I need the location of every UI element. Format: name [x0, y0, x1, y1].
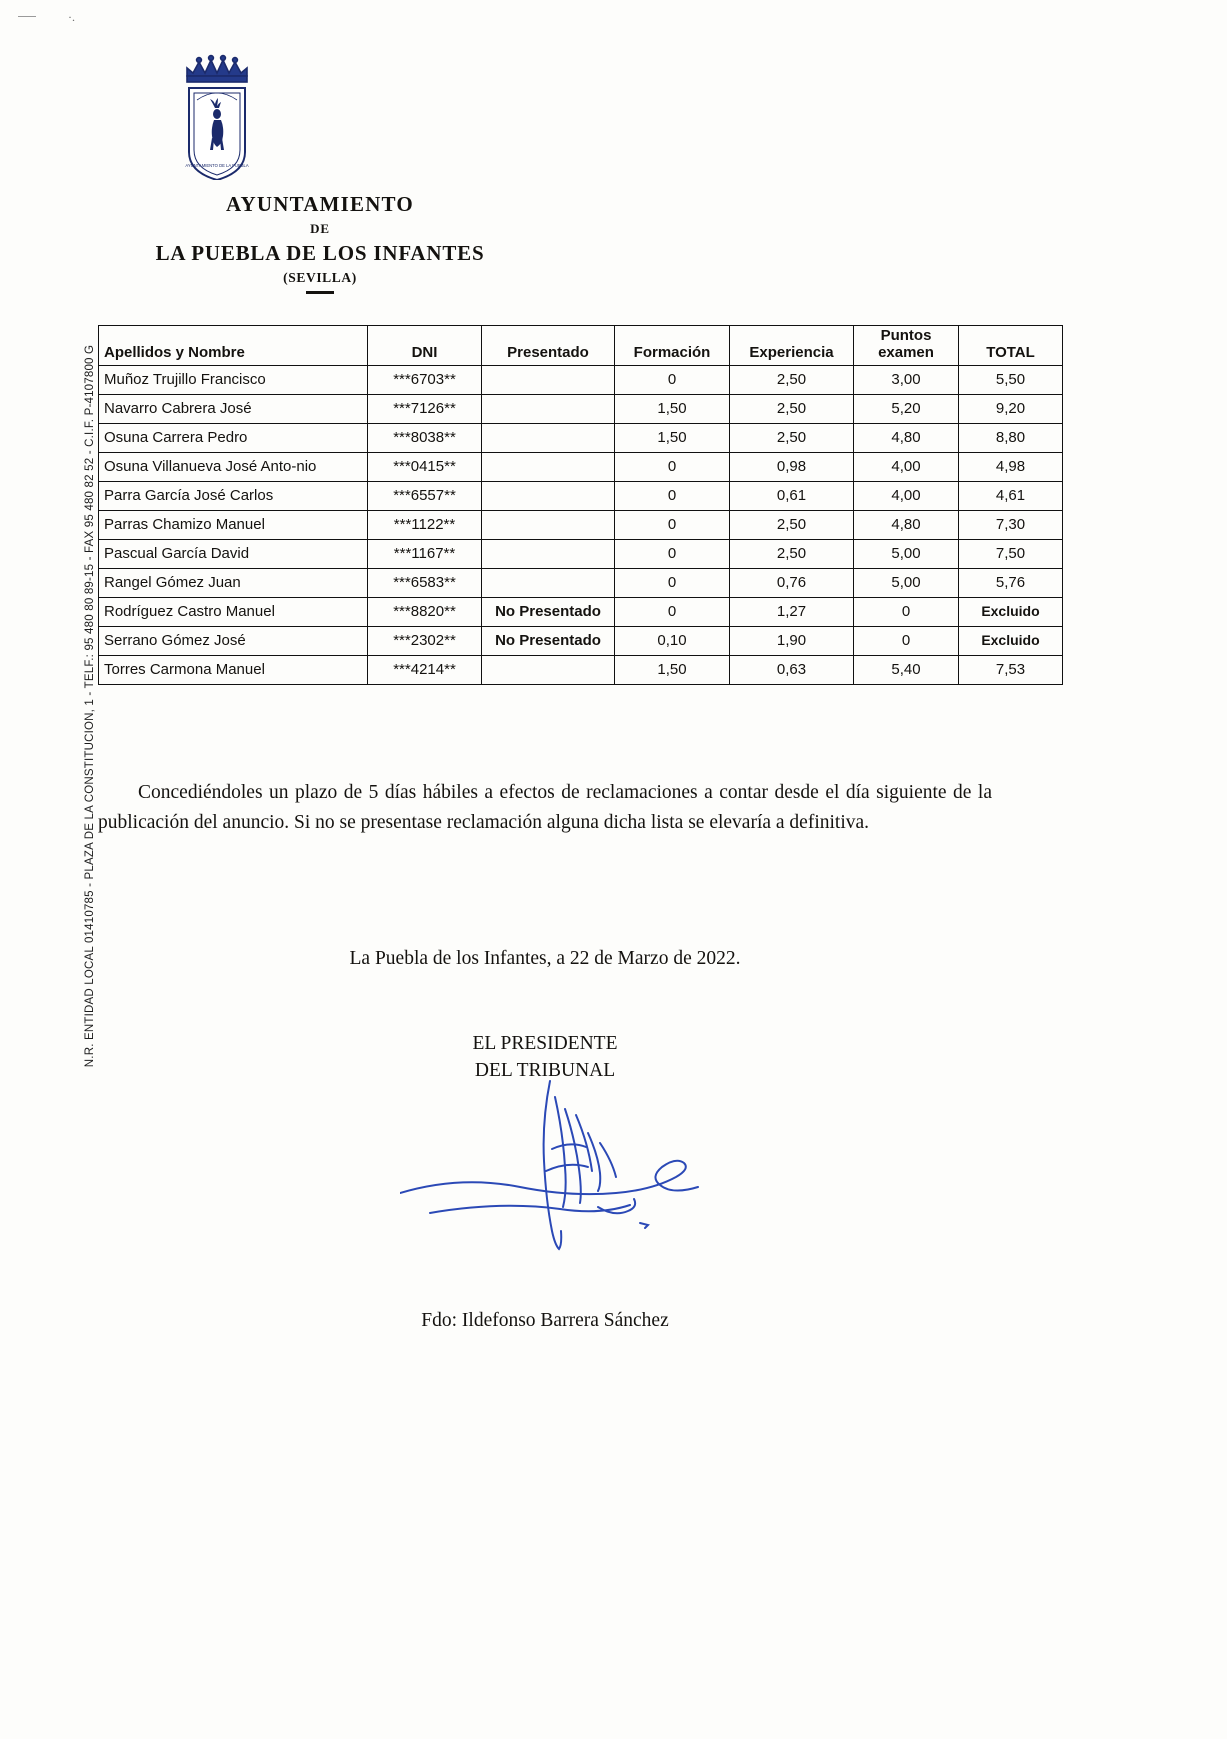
cell-presentado [482, 655, 615, 684]
scan-corner-mark: ·. [68, 10, 75, 24]
cell-formacion: 1,50 [615, 655, 730, 684]
cell-total: 4,98 [959, 452, 1063, 481]
cell-formacion: 1,50 [615, 423, 730, 452]
cell-experiencia: 0,63 [730, 655, 854, 684]
results-table [98, 325, 1063, 685]
handwritten-signature [400, 1075, 740, 1255]
cell-experiencia: 2,50 [730, 394, 854, 423]
cell-presentado: No Presentado [482, 626, 615, 655]
cell-nombre: Navarro Cabrera José [99, 394, 368, 423]
cell-total: 4,61 [959, 481, 1063, 510]
cell-presentado [482, 423, 615, 452]
cell-dni: ***1167** [368, 539, 482, 568]
cell-experiencia: 0,98 [730, 452, 854, 481]
notice-paragraph: Concediéndoles un plazo de 5 días hábiles a efectos de reclamaciones a contar desde el día siguiente de la publicación del anuncio. Si no se presentase reclamación alguna dicha lista se elevaría a definitiva. [98, 782, 992, 834]
cell-formacion: 1,50 [615, 394, 730, 423]
cell-experiencia: 2,50 [730, 510, 854, 539]
cell-puntos-examen: 4,00 [854, 452, 959, 481]
table-row [99, 539, 1063, 568]
column-header-dni: DNI [368, 326, 482, 366]
header-line-ayuntamiento: AYUNTAMIENTO [226, 192, 414, 216]
cell-puntos-examen: 4,00 [854, 481, 959, 510]
cell-formacion: 0 [615, 510, 730, 539]
cell-experiencia: 0,76 [730, 568, 854, 597]
cell-dni: ***4214** [368, 655, 482, 684]
cell-nombre: Rodríguez Castro Manuel [99, 597, 368, 626]
cell-formacion: 0 [615, 597, 730, 626]
cell-nombre: Muñoz Trujillo Francisco [99, 365, 368, 394]
cell-total: 7,53 [959, 655, 1063, 684]
cell-nombre: Pascual García David [99, 539, 368, 568]
column-header-puntos-line1: Puntos [880, 327, 932, 344]
cell-experiencia: 2,50 [730, 539, 854, 568]
cell-puntos-examen: 5,40 [854, 655, 959, 684]
table-row [99, 452, 1063, 481]
column-header-nombre: Apellidos y Nombre [99, 326, 368, 366]
cell-experiencia: 1,90 [730, 626, 854, 655]
cell-dni: ***6583** [368, 568, 482, 597]
escudo-ayuntamiento-icon [167, 42, 267, 180]
cell-formacion: 0 [615, 365, 730, 394]
cell-experiencia: 2,50 [730, 365, 854, 394]
table-row [99, 481, 1063, 510]
header-divider [306, 291, 334, 294]
table-row [99, 365, 1063, 394]
header-line-municipio: LA PUEBLA DE LOS INFANTES [155, 241, 485, 265]
cell-total: 8,80 [959, 423, 1063, 452]
cell-nombre: Rangel Gómez Juan [99, 568, 368, 597]
column-header-total: TOTAL [959, 326, 1063, 366]
cell-puntos-examen: 4,80 [854, 423, 959, 452]
column-header-experiencia: Experiencia [730, 326, 854, 366]
table-row [99, 655, 1063, 684]
cell-nombre: Osuna Carrera Pedro [99, 423, 368, 452]
column-header-puntos-line2: examen [878, 343, 934, 361]
cell-dni: ***2302** [368, 626, 482, 655]
cell-formacion: 0,10 [615, 626, 730, 655]
cell-presentado [482, 510, 615, 539]
results-table-container [98, 325, 1040, 685]
table-header-row [99, 326, 1063, 366]
svg-text:AYUNTAMIENTO DE LA PUEBLA: AYUNTAMIENTO DE LA PUEBLA [185, 163, 249, 168]
cell-presentado [482, 394, 615, 423]
cell-presentado [482, 539, 615, 568]
cell-nombre: Parras Chamizo Manuel [99, 510, 368, 539]
table-row [99, 626, 1063, 655]
cell-puntos-examen: 5,20 [854, 394, 959, 423]
header-line-de: DE [310, 221, 330, 236]
table-row [99, 597, 1063, 626]
cell-dni: ***6557** [368, 481, 482, 510]
cell-total: 5,76 [959, 568, 1063, 597]
table-row [99, 394, 1063, 423]
document-header [0, 192, 640, 294]
cell-presentado [482, 481, 615, 510]
cell-presentado: No Presentado [482, 597, 615, 626]
cell-presentado [482, 452, 615, 481]
table-row [99, 510, 1063, 539]
cell-dni: ***1122** [368, 510, 482, 539]
cell-dni: ***0415** [368, 452, 482, 481]
cell-nombre: Osuna Villanueva José Anto-nio [99, 452, 368, 481]
cell-total: 5,50 [959, 365, 1063, 394]
table-body [99, 365, 1063, 684]
cell-formacion: 0 [615, 539, 730, 568]
page-edge-mark [18, 16, 36, 27]
cell-puntos-examen: 5,00 [854, 539, 959, 568]
cell-experiencia: 0,61 [730, 481, 854, 510]
cell-nombre: Serrano Gómez José [99, 626, 368, 655]
cell-puntos-examen: 4,80 [854, 510, 959, 539]
cell-formacion: 0 [615, 568, 730, 597]
cell-nombre: Torres Carmona Manuel [99, 655, 368, 684]
cell-total: 9,20 [959, 394, 1063, 423]
cell-dni: ***8820** [368, 597, 482, 626]
cell-total: 7,30 [959, 510, 1063, 539]
table-row [99, 423, 1063, 452]
signature-title-line1: EL PRESIDENTE [472, 1033, 618, 1054]
column-header-formacion: Formación [615, 326, 730, 366]
cell-experiencia: 1,27 [730, 597, 854, 626]
column-header-puntos-examen [854, 326, 959, 366]
registry-sidebar-text: N.R. ENTIDAD LOCAL 01410785 - PLAZA DE LA CONSTITUCION, 1 - TELF.: 95 480 80 89-15 - FAX 95 480 82 52 - C.I.F. P-4107800 G [84, 344, 96, 1068]
header-line-provincia: (SEVILLA) [283, 270, 357, 285]
cell-total: Excluido [959, 597, 1063, 626]
signature-title-line2: DEL TRIBUNAL [474, 1060, 616, 1082]
cell-puntos-examen: 0 [854, 597, 959, 626]
cell-formacion: 0 [615, 481, 730, 510]
cell-total: 7,50 [959, 539, 1063, 568]
cell-dni: ***7126** [368, 394, 482, 423]
cell-dni: ***8038** [368, 423, 482, 452]
cell-total: Excluido [959, 626, 1063, 655]
cell-puntos-examen: 3,00 [854, 365, 959, 394]
cell-formacion: 0 [615, 452, 730, 481]
cell-nombre: Parra García José Carlos [99, 481, 368, 510]
cell-puntos-examen: 0 [854, 626, 959, 655]
cell-presentado [482, 568, 615, 597]
cell-dni: ***6703** [368, 365, 482, 394]
signed-by-name: Fdo: Ildefonso Barrera Sánchez [421, 1310, 669, 1331]
cell-presentado [482, 365, 615, 394]
place-and-date: La Puebla de los Infantes, a 22 de Marzo de 2022. [349, 948, 741, 969]
cell-puntos-examen: 5,00 [854, 568, 959, 597]
table-header [99, 326, 1063, 366]
column-header-presentado: Presentado [482, 326, 615, 366]
cell-experiencia: 2,50 [730, 423, 854, 452]
table-row [99, 568, 1063, 597]
